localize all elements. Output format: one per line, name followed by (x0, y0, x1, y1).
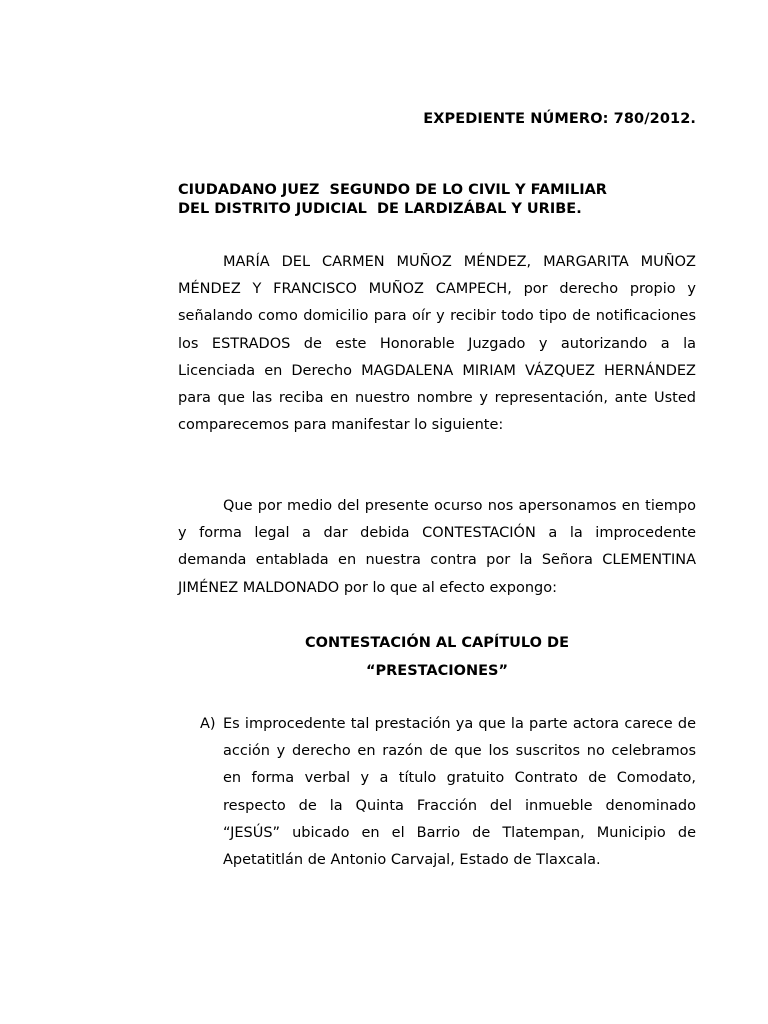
section-heading-line-2: “PRESTACIONES” (365, 662, 509, 679)
list-item (178, 711, 696, 874)
addressee-line-1: CIUDADANO JUEZ SEGUNDO DE LO CIVIL Y FAMILIAR (178, 182, 607, 198)
section-heading (178, 630, 696, 685)
list-item-text: Es improcedente tal prestación ya que la parte actora carece de acción y derecho en razón de que los suscritos no celebramos en forma verbal y a título gratuito Contrato de Comodato, respecto de la Quinta Fracción del inmueble denominado “JESÚS” ubicado en el Barrio de Tlatempan, Municipio de Apetatitlán de Antonio Carvajal, Estado de Tlaxcala. (223, 716, 696, 869)
section-heading-line-1: CONTESTACIÓN AL CAPÍTULO DE (305, 635, 569, 651)
addressee-line-2: DEL DISTRITO JUDICIAL DE LARDIZÁBAL Y URIBE. (178, 200, 582, 217)
addressee-block (178, 181, 696, 218)
list-item-marker: A) (200, 716, 216, 732)
opening-paragraph: MARÍA DEL CARMEN MUÑOZ MÉNDEZ, MARGARITA MUÑOZ MÉNDEZ Y FRANCISCO MUÑOZ CAMPECH, por derecho propio y señalando como domicilio para oír y recibir todo tipo de notificaciones los ESTRADOS de este Honorable Juzgado y autorizando a la Licenciada en Derecho MAGDALENA MIRIAM VÁZQUEZ HERNÁNDEZ para que las reciba en nuestro nombre y representación, ante Usted comparecemos para manifestar lo siguiente: (178, 254, 696, 434)
appearance-paragraph: Que por medio del presente ocurso nos apersonamos en tiempo y forma legal a dar debida CONTESTACIÓN a la improcedente demanda entablada en nuestra contra por la Señora CLEMENTINA JIMÉNEZ MALDONADO por lo que al efecto expongo: (178, 498, 696, 596)
case-number: EXPEDIENTE NÚMERO: 780/2012. (423, 111, 696, 127)
